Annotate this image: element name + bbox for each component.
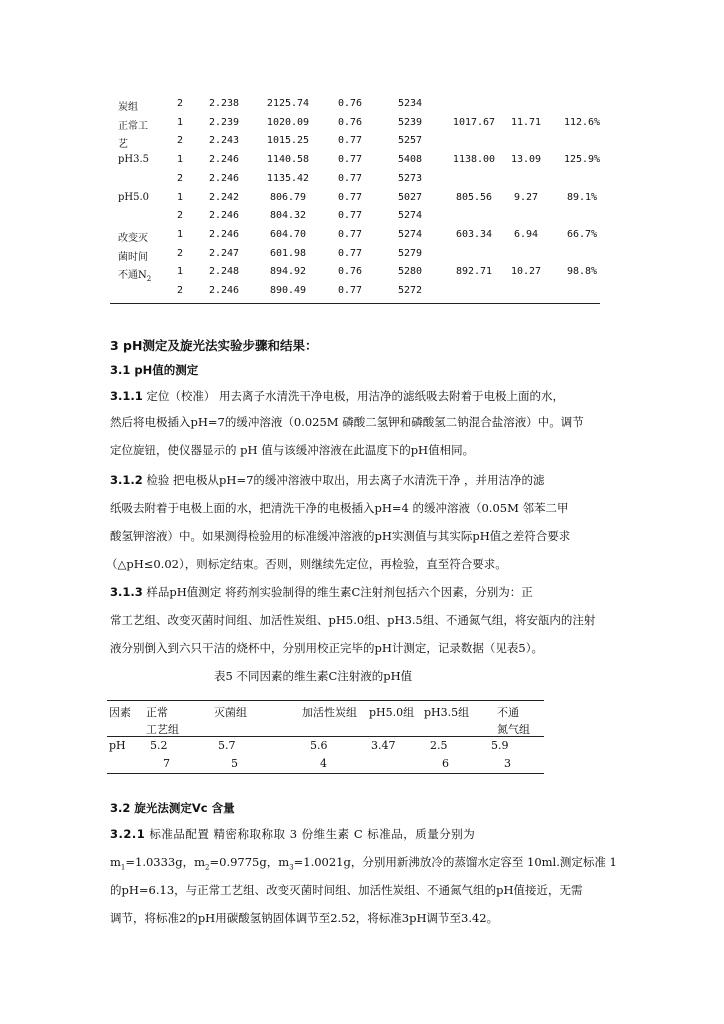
table-cell-mass: 2.246	[208, 228, 240, 240]
table-cell-ratio: 6.94	[513, 228, 539, 240]
table-cell-ratio: 10.27	[510, 266, 542, 278]
step-number: 3.2.1	[110, 827, 146, 841]
table-cell-vol: 0.76	[337, 116, 363, 128]
table-cell-mass: 2.239	[208, 116, 240, 128]
table-cell-area: 1015.25	[266, 135, 310, 147]
row-label: pH	[109, 739, 126, 752]
table-cell-pct: 66.7%	[566, 228, 598, 240]
step-number: 3.1.1	[110, 389, 143, 403]
table-cell-mass: 2.246	[208, 285, 240, 296]
table-cell-area: 894.92	[269, 266, 307, 278]
table-cell-vol: 0.77	[337, 154, 363, 166]
table-header: pH5.0组	[369, 706, 415, 719]
table-cell-avg: 1017.67	[452, 116, 496, 128]
table-cell-ratio: 9.27	[513, 191, 539, 203]
table-cell-area: 890.49	[269, 285, 307, 296]
table-cell-mass: 2.243	[208, 135, 240, 147]
table-cell-num: 5280	[397, 266, 423, 278]
table-cell-rep: 1	[176, 154, 184, 166]
table-cell-area: 601.98	[269, 247, 307, 259]
table-cell-vol: 0.77	[337, 191, 363, 203]
table-cell-group: pH5.0	[118, 191, 150, 203]
table-cell-num: 5272	[397, 285, 423, 296]
table-cell: 5.2	[150, 739, 168, 752]
table-cell-area: 2125.74	[266, 98, 310, 109]
table-cell-rep: 2	[176, 285, 184, 296]
table-header: 灭菌组	[214, 706, 247, 719]
table-header: 氮气组	[497, 723, 530, 736]
table-cell-vol: 0.77	[337, 285, 363, 296]
table-cell-ratio: 11.71	[510, 116, 542, 128]
paragraph-321-line-2: $m_1=1.0333g$，$m_2=0.9775g$，$m_3=1.0021g$，分别用新沸放冷的蒸馏水定容至 10ml.测定标准 1	[110, 855, 617, 872]
table-cell-area: 1020.09	[266, 116, 310, 128]
table-cell: 3.47	[371, 739, 396, 752]
paragraph-312-line-4: （△pH≤0.02），则标定结束。否则，则继续先定位，再检验，直至符合要求。	[106, 557, 507, 571]
table-cell-mass: 2.238	[208, 98, 240, 109]
table-cell-num: 5408	[397, 154, 423, 166]
table-cell-area: 804.32	[269, 210, 307, 222]
table-cell-rep: 2	[176, 135, 184, 147]
table-cell: 6	[442, 757, 449, 770]
table-cell-area: 604.70	[269, 228, 307, 240]
paragraph-321-line-3: 的pH=6.13，与正常工艺组、改变灭菌时间组、加活性炭组、不通氮气组的pH值接近，无需	[110, 883, 583, 897]
table-cell-area: 1135.42	[266, 172, 310, 184]
paragraph-311-line-1: 3.1.1 定位（校准） 用去离子水清洗干净电极，用洁净的滤纸吸去附着于电极上面的水，	[110, 389, 565, 403]
table-cell-vol: 0.77	[337, 135, 363, 147]
table-header: 正常	[146, 706, 168, 719]
table-cell-avg: 603.34	[455, 228, 493, 240]
table-cell-mass: 2.242	[208, 191, 240, 203]
table-cell-mass: 2.247	[208, 247, 240, 259]
table-cell-rep: 2	[176, 210, 184, 222]
paragraph-312-line-3: 酸氢钾溶液）中。如果测得检验用的标准缓冲溶液的pH实测值与其实际pH值之差符合要求	[110, 529, 571, 543]
paragraph-312-line-1: 3.1.2 检验 把电极从pH=7的缓冲溶液中取出，用去离子水清洗干净 ，并用洁净的滤	[110, 473, 545, 487]
table-cell-pct: 98.8%	[566, 266, 598, 278]
table-cell: 5.6	[310, 739, 328, 752]
table-cell-area: 806.79	[269, 191, 307, 203]
table-cell-mass: 2.246	[208, 154, 240, 166]
table-cell-num: 5027	[397, 191, 423, 203]
table-header: 不通	[497, 706, 519, 719]
table-cell-group: 正常工	[118, 120, 148, 132]
table-cell-avg: 1138.00	[452, 154, 496, 166]
table-cell-num: 5274	[397, 228, 423, 240]
table-cell: 5.9	[491, 739, 509, 752]
section-heading: 3 pH测定及旋光法实验步骤和结果：	[110, 338, 318, 353]
table-cell-group: pH3.5	[118, 154, 150, 166]
table-cell-rep: 2	[176, 172, 184, 184]
table-cell-num: 5279	[397, 247, 423, 259]
step-number: 3.1.3	[110, 585, 143, 599]
paragraph-313-line-3: 液分别倒入到六只干洁的烧杯中，分别用校正完毕的pH计测定，记录数据（见表5）。	[110, 641, 543, 655]
paragraph-312-line-2: 纸吸去附着于电极上面的水，把清洗干净的电极插入pH=4 的缓冲溶液（0.05M 邻苯二甲	[110, 501, 569, 515]
table-cell: 7	[163, 757, 170, 770]
paragraph-321-line-1: 3.2.1 标准品配置 精密称取称取 3 份维生素 C 标准品，质量分别为	[110, 827, 476, 841]
table-cell-mass: 2.246	[208, 210, 240, 222]
table-cell-group: 炭组	[118, 102, 138, 113]
table-cell-rep: 2	[176, 247, 184, 259]
table-header: pH3.5组	[424, 706, 470, 719]
table-header: 因素	[109, 706, 131, 719]
table-cell-vol: 0.77	[337, 210, 363, 222]
table-cell: 5.7	[218, 739, 236, 752]
table-cell-num: 5257	[397, 135, 423, 147]
table-cell-mass: 2.246	[208, 172, 240, 184]
step-number: 3.1.2	[110, 473, 143, 487]
table-cell-avg: 892.71	[455, 266, 493, 278]
subsection-heading: 3.1 pH值的测定	[110, 363, 199, 377]
table-cell-group: 菌时间	[118, 251, 148, 263]
paragraph-313-line-2: 常工艺组、改变灭菌时间组、加活性炭组、pH5.0组、pH3.5组、不通氮气组，将安瓿内的注射	[110, 613, 596, 627]
table-cell: 5	[231, 757, 238, 770]
table-cell-rep: 1	[176, 266, 184, 278]
table-caption: 表5 不同因素的维生素C注射液的pH值	[214, 669, 413, 683]
table-cell-rep: 2	[176, 98, 184, 109]
table-cell-num: 5234	[397, 98, 423, 109]
table-cell-vol: 0.77	[337, 172, 363, 184]
table-cell-vol: 0.76	[337, 266, 363, 278]
table-cell-num: 5273	[397, 172, 423, 184]
table-cell-group: 改变灭	[118, 232, 148, 244]
table-cell-rep: 1	[176, 116, 184, 128]
paragraph-321-line-4: 调节，将标准2的pH用碳酸氢钠固体调节至2.52，将标准3pH调节至3.42。	[110, 911, 499, 925]
table-cell-pct: 125.9%	[563, 154, 601, 166]
paragraph-313-line-1: 3.1.3 样品pH值测定 将药剂实验制得的维生素C注射剂包括六个因素，分别为：正	[110, 585, 533, 599]
table-cell-num: 5274	[397, 210, 423, 222]
table-cell-pct: 89.1%	[566, 191, 598, 203]
table-cell-avg: 805.56	[455, 191, 493, 203]
table-header: 工艺组	[146, 723, 179, 736]
table-cell: 3	[504, 757, 511, 770]
table-cell-vol: 0.77	[337, 247, 363, 259]
table-cell-ratio: 13.09	[510, 154, 542, 166]
table-cell-group: 不通$N_2$	[118, 270, 152, 284]
subsection-heading-32: 3.2 旋光法测定Vc 含量	[110, 801, 235, 815]
paragraph-311-line-2: 然后将电极插入pH=7的缓冲溶液（0.025M 磷酸二氢钾和磷酸氢二钠混合盐溶液）中。调节	[110, 415, 584, 429]
table-cell-mass: 2.248	[208, 266, 240, 278]
table-cell-vol: 0.76	[337, 98, 363, 109]
table-cell-rep: 1	[176, 191, 184, 203]
table-cell-pct: 112.6%	[563, 116, 601, 128]
table-cell-group: 艺	[118, 139, 128, 151]
paragraph-311-line-3: 定位旋钮，使仪器显示的 pH 值与该缓冲溶液在此温度下的pH值相同。	[110, 443, 475, 457]
table-cell: 4	[320, 757, 327, 770]
table-cell-rep: 1	[176, 228, 184, 240]
table-cell: 2.5	[430, 739, 448, 752]
table-header: 加活性炭组	[302, 706, 357, 719]
table-cell-vol: 0.77	[337, 228, 363, 240]
table-cell-num: 5239	[397, 116, 423, 128]
table-cell-area: 1140.58	[266, 154, 310, 166]
